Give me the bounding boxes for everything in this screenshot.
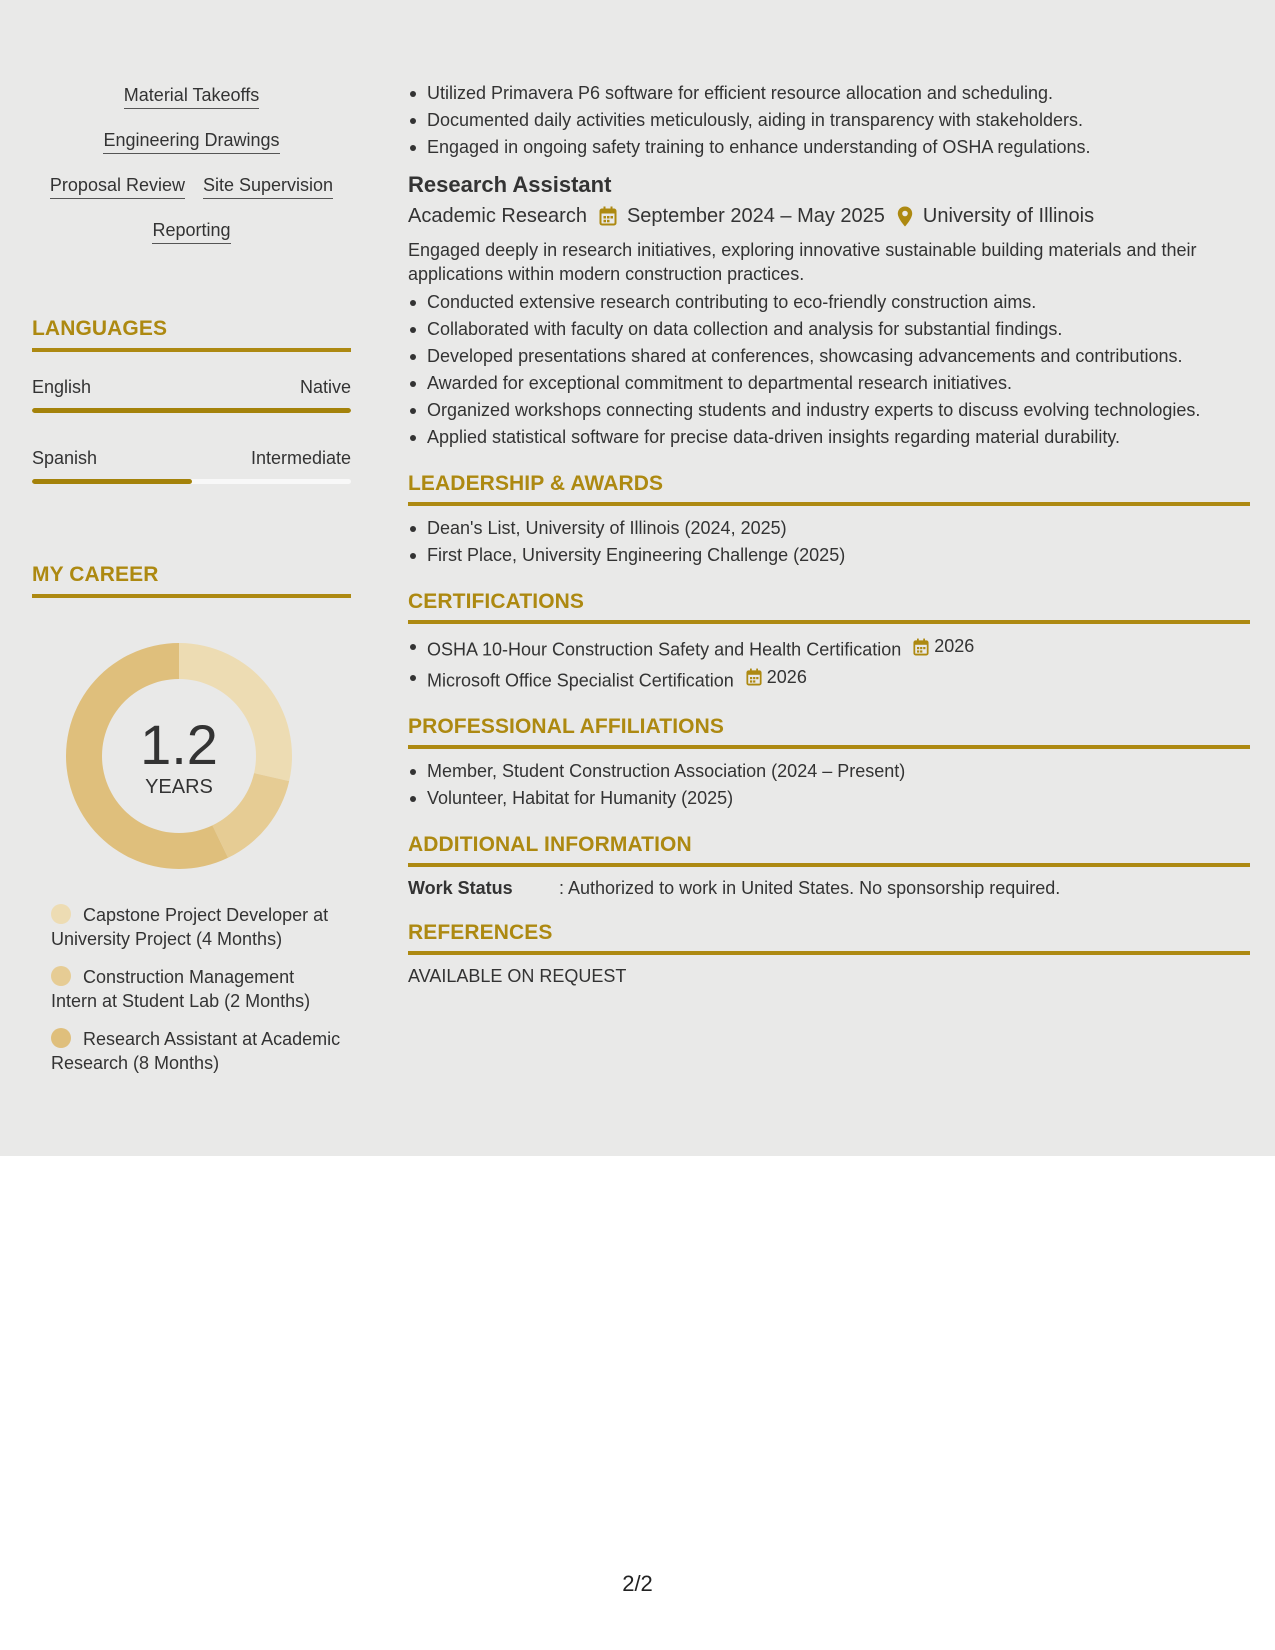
left-column: [32, 84, 351, 1089]
language-bar: [32, 408, 351, 413]
references-title: REFERENCES: [408, 921, 553, 944]
skill-row: [32, 129, 351, 174]
location-pin-icon: [897, 206, 913, 227]
language-level: Intermediate: [250, 448, 351, 468]
skill-tag: Proposal Review: [50, 174, 185, 199]
references-section: [408, 920, 1250, 988]
calendar-icon: [746, 668, 762, 686]
legend-dot: [51, 1028, 71, 1048]
section-divider: [408, 863, 1250, 867]
legend-label: Research Assistant at Academic Research (8 Months): [51, 1029, 341, 1073]
job-meta: [408, 203, 1250, 229]
career-total-value: 1.2: [140, 713, 218, 776]
legend-label: Construction Management Intern at Student Lab (2 Months): [51, 967, 311, 1011]
bullet-item: Developed presentations shared at conferences, showcasing advancements and contributions.: [408, 343, 1250, 370]
career-section: [32, 562, 351, 1075]
affiliations-title: PROFESSIONAL AFFILIATIONS: [408, 715, 724, 738]
section-divider: [408, 502, 1250, 506]
certifications-title: CERTIFICATIONS: [408, 590, 585, 613]
language-name: Spanish: [32, 448, 98, 468]
language-bar: [32, 479, 351, 484]
bullet-item: Collaborated with faculty on data collection and analysis for substantial findings.: [408, 316, 1250, 343]
page-number: 2/2: [622, 1571, 653, 1596]
legend-dot: [51, 904, 71, 924]
skill-tag: Material Takeoffs: [124, 84, 259, 109]
legend-dot: [51, 966, 71, 986]
bullet-item: Organized workshops connecting students and industry experts to discuss evolving technologies.: [408, 397, 1250, 424]
languages-title: LANGUAGES: [32, 317, 168, 340]
section-divider: [32, 348, 351, 352]
section-divider: [408, 951, 1250, 955]
job-dates: September 2024 – May 2025: [626, 205, 885, 227]
leadership-title: LEADERSHIP & AWARDS: [408, 472, 664, 495]
additional-info-section: [408, 832, 1250, 900]
language-item: [32, 447, 351, 484]
affiliations-section: [408, 714, 1250, 812]
bullet-item: Conducted extensive research contributing to eco-friendly construction aims.: [408, 289, 1250, 316]
language-item: [32, 376, 351, 413]
bullet-item: Volunteer, Habitat for Humanity (2025): [408, 785, 1250, 812]
legend-item: [51, 965, 341, 1013]
references-text: AVAILABLE ON REQUEST: [408, 966, 627, 986]
bullet-item: First Place, University Engineering Challenge (2025): [408, 542, 1250, 569]
language-name: English: [32, 377, 92, 397]
legend-item: [51, 903, 341, 951]
career-title: MY CAREER: [32, 563, 159, 586]
legend-item: [51, 1027, 341, 1075]
job-title: Research Assistant: [408, 172, 612, 197]
info-row: [408, 876, 1250, 900]
bullet-item: Utilized Primavera P6 software for efficient resource allocation and scheduling.: [408, 80, 1250, 107]
calendar-icon: [599, 206, 617, 226]
bullet-item: Engaged in ongoing safety training to enhance understanding of OSHA regulations.: [408, 134, 1250, 161]
bullet-item: Dean's List, University of Illinois (2024, 2025): [408, 515, 1250, 542]
job-location: University of Illinois: [922, 205, 1095, 227]
certification-name: Microsoft Office Specialist Certification: [427, 670, 734, 690]
career-donut-chart: [66, 643, 292, 869]
skill-row: [32, 84, 351, 129]
skill-row: [32, 219, 351, 264]
certification-year: 2026: [766, 666, 807, 687]
languages-section: [32, 316, 351, 484]
career-legend: [51, 903, 341, 1075]
career-total-unit: YEARS: [145, 776, 213, 798]
skill-tag: Site Supervision: [203, 174, 333, 199]
skill-tag: Engineering Drawings: [103, 129, 279, 154]
language-bar-fill: [32, 479, 192, 484]
certification-item: [408, 664, 1250, 695]
bullet-item: Applied statistical software for precise data-driven insights regarding material durability.: [408, 424, 1250, 451]
bullet-item: Member, Student Construction Association (2024 – Present): [408, 758, 1250, 785]
previous-job-bullets: [408, 80, 1250, 161]
additional-info-title: ADDITIONAL INFORMATION: [408, 833, 692, 856]
skills-list: [32, 84, 351, 264]
calendar-icon: [913, 638, 929, 656]
certification-name: OSHA 10-Hour Construction Safety and Health Certification: [427, 639, 902, 660]
work-status-value: : Authorized to work in United States. No sponsorship required.: [559, 878, 1061, 898]
certification-year: 2026: [934, 636, 975, 656]
right-column: [408, 80, 1250, 988]
job-description: Engaged deeply in research initiatives, exploring innovative sustainable building materials and their applications within modern construction practices.: [408, 240, 1197, 284]
section-divider: [32, 594, 351, 598]
certification-item: [408, 633, 1250, 664]
certifications-section: [408, 589, 1250, 694]
bullet-item: Documented daily activities meticulously, aiding in transparency with stakeholders.: [408, 107, 1250, 134]
leadership-section: [408, 471, 1250, 569]
work-status-label: Work Status: [408, 878, 513, 898]
section-divider: [408, 620, 1250, 624]
language-bar-fill: [32, 408, 351, 413]
skill-tag: Reporting: [152, 219, 230, 244]
job-company: Academic Research: [408, 205, 587, 227]
bullet-item: Awarded for exceptional commitment to departmental research initiatives.: [408, 370, 1250, 397]
job-bullets: [408, 289, 1250, 451]
language-level: Native: [299, 377, 351, 397]
skill-row: [32, 174, 351, 219]
section-divider: [408, 745, 1250, 749]
job-entry: [408, 171, 1250, 451]
legend-label: Capstone Project Developer at University Project (4 Months): [51, 905, 329, 949]
